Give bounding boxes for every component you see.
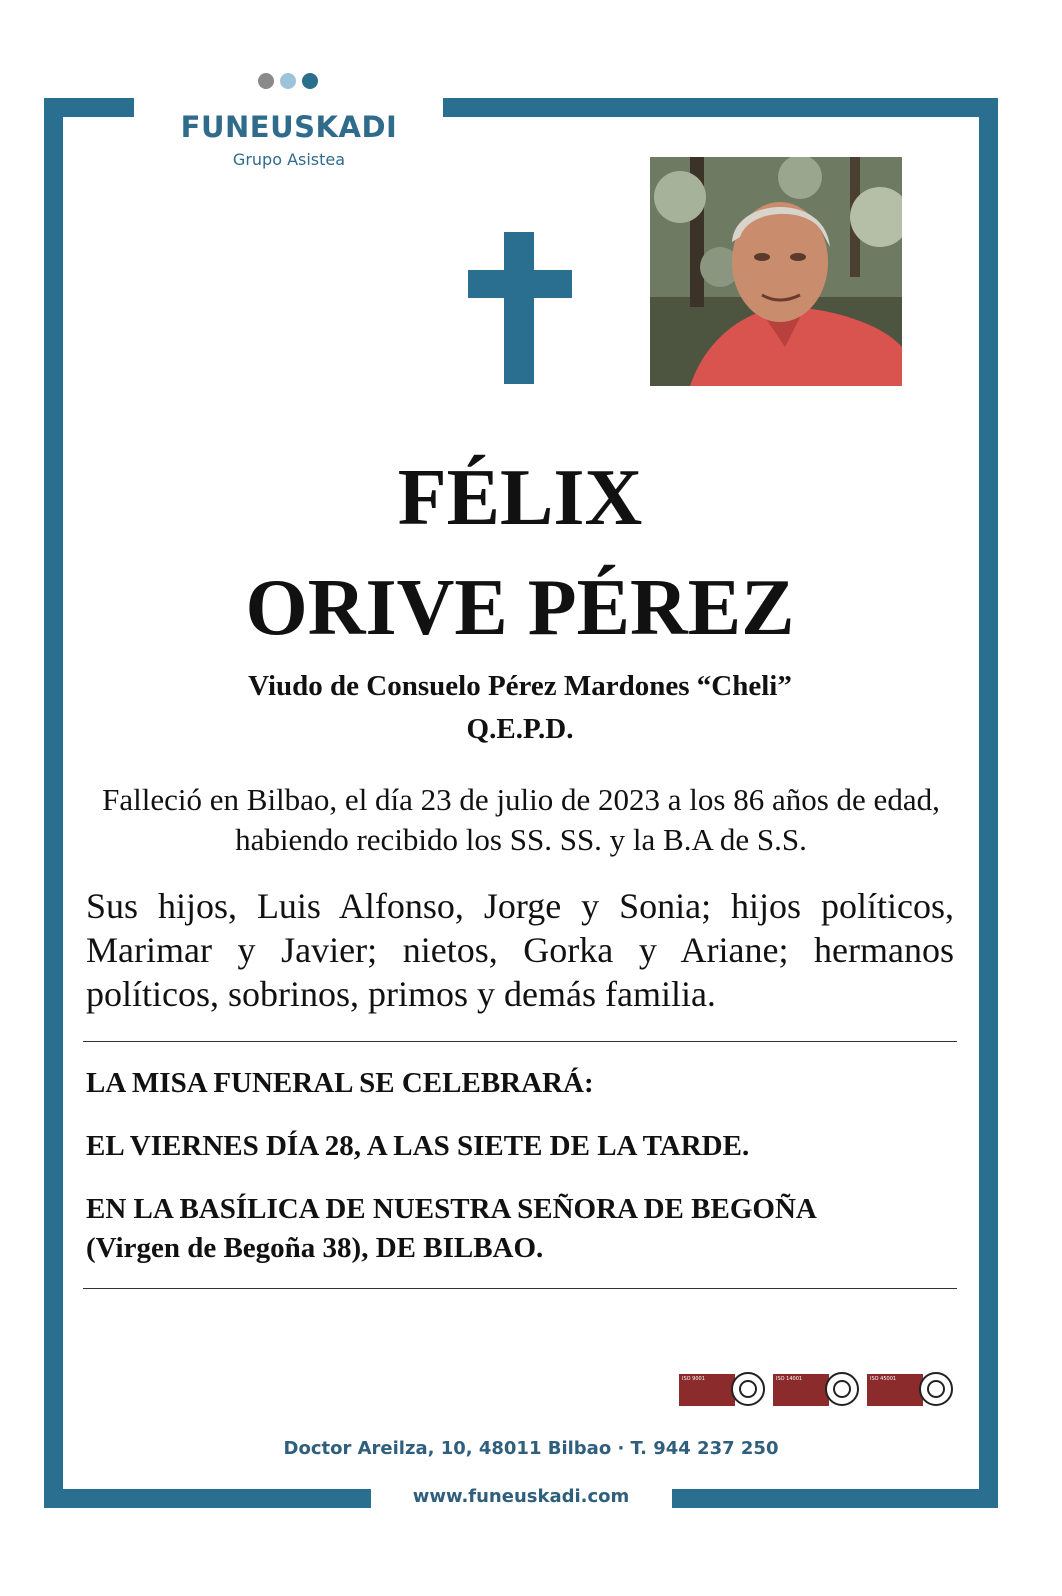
certification-badges xyxy=(679,1372,951,1410)
funeral-where-line1: EN LA BASÍLICA DE NUESTRA SEÑORA DE BEGOÑA xyxy=(86,1193,817,1225)
frame-right xyxy=(979,98,998,1508)
certification-label: ISO 45001 xyxy=(867,1374,923,1406)
certification-seal-icon xyxy=(825,1372,859,1406)
divider-bottom xyxy=(83,1288,957,1289)
funeral-when: EL VIERNES DÍA 28, A LAS SIETE DE LA TARDE. xyxy=(86,1130,750,1162)
logo-dot xyxy=(280,73,296,89)
funeral-where-line2: (Virgen de Begoña 38), DE BILBAO. xyxy=(86,1232,544,1264)
frame-bottom-right xyxy=(672,1489,998,1508)
family-list: Sus hijos, Luis Alfonso, Jorge y Sonia; hijos políticos, Marimar y Javier; nietos, Gorka y Ariane; hermanos políticos, sobrinos, primos y demás familia. xyxy=(86,886,954,1014)
frame-top-right xyxy=(443,98,998,117)
divider-top xyxy=(83,1041,957,1042)
footer-website-link[interactable]: www.funeuskadi.com xyxy=(412,1486,630,1507)
widow-line: Viudo de Consuelo Pérez Mardones “Cheli” xyxy=(248,670,792,702)
rip-line: Q.E.P.D. xyxy=(466,713,574,745)
certification-label: ISO 14001 xyxy=(773,1374,829,1406)
certification-label: ISO 9001 xyxy=(679,1374,735,1406)
death-notice: Falleció en Bilbao, el día 23 de julio de 2023 a los 86 años de edad, habiendo recibido los SS. SS. y la B.A de S.S. xyxy=(102,782,940,857)
frame-left xyxy=(44,98,63,1508)
footer-address: Doctor Areilza, 10, 48011 Bilbao · T. 944 237 250 xyxy=(283,1438,779,1459)
deceased-first-name: FÉLIX xyxy=(397,454,643,542)
funeral-heading: LA MISA FUNERAL SE CELEBRARÁ: xyxy=(86,1067,594,1099)
frame-bottom-left xyxy=(44,1489,371,1508)
certification-badge xyxy=(773,1372,857,1410)
certification-badge xyxy=(867,1372,951,1410)
logo-dot xyxy=(258,73,274,89)
logo-dots xyxy=(258,73,328,93)
certification-seal-icon xyxy=(919,1372,953,1406)
portrait-photo xyxy=(650,157,902,386)
brand-subtitle: Grupo Asistea xyxy=(232,150,346,169)
cross-icon xyxy=(468,232,572,384)
certification-seal-icon xyxy=(731,1372,765,1406)
deceased-surnames: ORIVE PÉREZ xyxy=(245,564,795,652)
logo-dot xyxy=(302,73,318,89)
brand-name: FUNEUSKADI xyxy=(180,110,398,144)
certification-badge xyxy=(679,1372,763,1410)
